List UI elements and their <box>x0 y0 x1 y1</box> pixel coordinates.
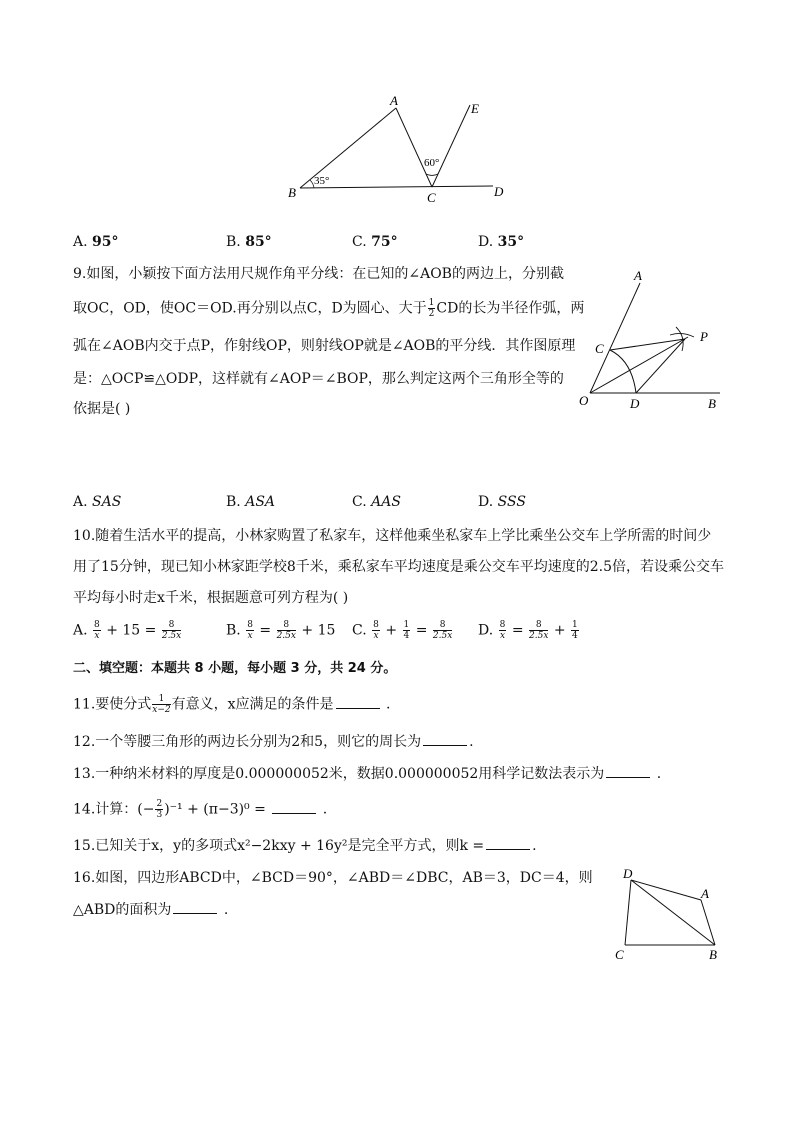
q12-answer-blank[interactable] <box>423 733 467 746</box>
q16-seg-da <box>631 880 701 900</box>
q11-answer-blank[interactable] <box>336 696 380 709</box>
q16-line-2: △ABD的面积为 . <box>73 902 229 918</box>
q9-seg-dp <box>636 339 685 393</box>
q16-label-a: A <box>701 886 709 901</box>
q10-line-3: 平均每小时走x千米，根据题意可列方程为( ) <box>73 590 349 606</box>
q9-label-b: B <box>708 396 716 411</box>
q8-angle-b-label: 35° <box>314 175 330 187</box>
q15-answer-blank[interactable] <box>486 837 530 850</box>
q14-fraction: $\frac{2}{3}$ <box>156 799 163 820</box>
q9-figure <box>570 265 730 415</box>
q16-label-b: B <box>709 947 717 962</box>
q9-option-c[interactable]: C. AAS <box>352 494 401 510</box>
q14-answer-blank[interactable] <box>272 801 316 814</box>
q9-option-b[interactable]: B. ASA <box>226 494 276 510</box>
q9-half-fraction: $\frac{1}{2}$ <box>428 298 435 319</box>
q11-fraction: $\frac{1}{x-2}$ <box>152 694 171 715</box>
q8-label-e: E <box>471 101 479 116</box>
q9-label-d: D <box>630 396 640 411</box>
q16-seg-ab <box>701 900 715 945</box>
q12: 12.一个等腰三角形的两边长分别为2和5，则它的周长为 . <box>73 734 474 750</box>
q9-line-3: 弧在∠AOB内交于点P，作射线OP，则射线OP就是∠AOB的平分线．其作图原理 <box>73 338 576 354</box>
q9-label-a: A <box>634 268 642 283</box>
q8-angle-c-label: 60° <box>424 157 440 169</box>
q9-seg-cp <box>610 339 685 350</box>
q8-label-c: C <box>427 190 436 205</box>
q9-line-4: 是：△OCP≌△ODP，这样就有∠AOP＝∠BOP，那么判定这两个三角形全等的 <box>73 371 564 387</box>
q8-option-d[interactable]: D. 35° <box>478 234 525 250</box>
q16-seg-dc <box>625 880 631 945</box>
q8-label-b: B <box>288 185 296 200</box>
q8-angle-arc-c <box>426 174 438 175</box>
q16-figure <box>605 860 735 965</box>
q14: 14.计算：(− $\frac{2}{3}$ )⁻¹ + (π−3)⁰ = . <box>73 799 328 820</box>
q9-label-c: C <box>595 341 604 356</box>
q9-option-a[interactable]: A. SAS <box>73 494 122 510</box>
q9-line-5: 依据是( ) <box>73 401 131 417</box>
q16-answer-blank[interactable] <box>173 901 217 914</box>
q8-line-ac <box>396 108 432 187</box>
q9-label-p: P <box>700 329 708 344</box>
q15: 15.已知关于x，y的多项式x²−2kxy + 16y²是完全平方式，则k = . <box>73 838 537 854</box>
section-2-title: 二、填空题：本题共 8 小题，每小题 3 分，共 24 分。 <box>73 661 397 676</box>
q10-line-2: 用了15分钟，现已知小林家距学校8千米，乘私家车平均速度是乘公交车平均速度的2.5倍，若设乘公交车 <box>73 559 724 575</box>
q11: 11.要使分式 $\frac{1}{x-2}$ 有意义，x应满足的条件是 . <box>73 694 391 715</box>
q8-label-a: A <box>390 93 398 108</box>
q8-figure <box>280 90 520 210</box>
q10-line-1: 10.随着生活水平的提高，小林家购置了私家车，这样他乘坐私家车上学比乘坐公交车上学所需的时间少 <box>73 528 712 544</box>
q10-option-d[interactable]: D. $\frac{8}{x}$ = $\frac{8}{2.5x}$ + $\frac{1}{4}$ <box>478 620 578 641</box>
q10-option-a[interactable]: A. $\frac{8}{x}$ + 15 = $\frac{8}{2.5x}$ <box>73 620 182 641</box>
q8-option-b[interactable]: B. 85° <box>226 234 272 250</box>
q8-label-d: D <box>494 184 504 199</box>
q9-line-1: 9.如图，小颖按下面方法用尺规作角平分线：在已知的∠AOB的两边上，分别截 <box>73 266 564 282</box>
q8-option-c[interactable]: C. 75° <box>352 234 398 250</box>
q16-label-c: C <box>615 947 624 962</box>
q16-line-1: 16.如图，四边形ABCD中，∠BCD＝90°，∠ABD＝∠DBC，AB＝3，DC＝4，则 <box>73 870 593 886</box>
q9-line-2: 取OC，OD，使OC＝OD.再分别以点C，D为圆心、大于 $\frac{1}{2}$ CD的长为半径作弧，两 <box>73 298 585 319</box>
q8-line-ce <box>432 105 470 187</box>
q9-option-d[interactable]: D. SSS <box>478 494 526 510</box>
q13-answer-blank[interactable] <box>606 765 650 778</box>
q13: 13.一种纳米材料的厚度是0.000000052米，数据0.000000052用科学记数法表示为 . <box>73 766 662 782</box>
q10-option-b[interactable]: B. $\frac{8}{x}$ = $\frac{8}{2.5x}$ + 15 <box>226 620 336 641</box>
q9-label-o: O <box>579 393 589 408</box>
q10-option-c[interactable]: C. $\frac{8}{x}$ + $\frac{1}{4}$ = $\frac{8}{2.5x}$ <box>352 620 453 641</box>
q9-arc-cd <box>610 350 636 393</box>
q16-label-d: D <box>623 866 633 881</box>
q8-option-a[interactable]: A. 95° <box>73 234 119 250</box>
